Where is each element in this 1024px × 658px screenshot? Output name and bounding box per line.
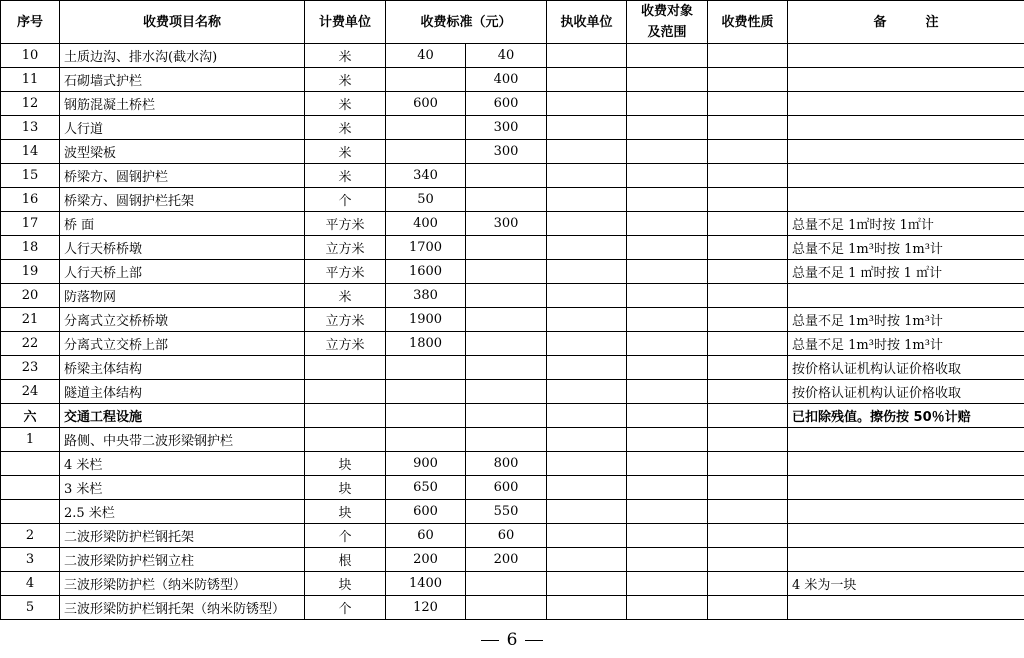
cell-scope: [627, 572, 708, 596]
table-row: [1, 476, 1024, 500]
cell-standard-2: [466, 188, 547, 212]
cell-standard-2: [466, 356, 547, 380]
cell-seq: 15: [1, 164, 60, 188]
cell-name: 波型梁板: [60, 140, 305, 164]
cell-remark: 总量不足 1m³时按 1m³计: [788, 308, 1024, 332]
cell-scope: [627, 500, 708, 524]
cell-unit: 米: [305, 44, 386, 68]
table-row: [1, 164, 1024, 188]
cell-unit: 块: [305, 476, 386, 500]
cell-name: 分离式立交桥桥墩: [60, 308, 305, 332]
table-row: [1, 284, 1024, 308]
cell-scope: [627, 356, 708, 380]
cell-remark: [788, 596, 1024, 620]
cell-remark: [788, 92, 1024, 116]
cell-collector: [547, 476, 627, 500]
cell-remark: [788, 140, 1024, 164]
cell-name: 交通工程设施: [60, 404, 305, 428]
cell-nature: [708, 140, 788, 164]
cell-name: 4 米栏: [60, 452, 305, 476]
cell-name: 人行道: [60, 116, 305, 140]
header-remark: 备 注: [788, 1, 1024, 44]
header-name: 收费项目名称: [60, 1, 305, 44]
cell-standard-2: 800: [466, 452, 547, 476]
cell-seq: 24: [1, 380, 60, 404]
cell-seq: 5: [1, 596, 60, 620]
cell-seq: 3: [1, 548, 60, 572]
cell-nature: [708, 452, 788, 476]
cell-scope: [627, 596, 708, 620]
cell-name: 人行天桥桥墩: [60, 236, 305, 260]
cell-remark: [788, 548, 1024, 572]
table-row: [1, 116, 1024, 140]
cell-collector: [547, 260, 627, 284]
cell-unit: [305, 356, 386, 380]
cell-name: 防落物网: [60, 284, 305, 308]
cell-seq: 13: [1, 116, 60, 140]
cell-standard-1: 1600: [386, 260, 466, 284]
cell-scope: [627, 188, 708, 212]
header-scope-line2: 及范围: [647, 25, 687, 40]
cell-scope: [627, 476, 708, 500]
cell-standard-2: [466, 332, 547, 356]
cell-unit: [305, 380, 386, 404]
cell-standard-1: 1800: [386, 332, 466, 356]
header-seq: 序号: [1, 1, 60, 44]
cell-unit: 个: [305, 524, 386, 548]
cell-unit: 米: [305, 68, 386, 92]
cell-remark: [788, 68, 1024, 92]
cell-remark: 按价格认证机构认证价格收取: [788, 356, 1024, 380]
cell-remark: [788, 500, 1024, 524]
cell-nature: [708, 428, 788, 452]
cell-unit: 立方米: [305, 308, 386, 332]
cell-standard-2: [466, 164, 547, 188]
cell-standard-2: 40: [466, 44, 547, 68]
cell-standard-1: 600: [386, 92, 466, 116]
cell-seq: 22: [1, 332, 60, 356]
table-row: [1, 572, 1024, 596]
cell-standard-2: 300: [466, 212, 547, 236]
header-nature: 收费性质: [708, 1, 788, 44]
cell-seq: [1, 452, 60, 476]
cell-remark: 已扣除残值。擦伤按 50％计赔: [788, 404, 1024, 428]
table-row: [1, 260, 1024, 284]
cell-scope: [627, 260, 708, 284]
cell-standard-2: [466, 404, 547, 428]
cell-standard-1: 600: [386, 500, 466, 524]
cell-name: 桥梁方、圆钢护栏托架: [60, 188, 305, 212]
cell-scope: [627, 428, 708, 452]
cell-remark: [788, 44, 1024, 68]
cell-remark: [788, 284, 1024, 308]
cell-nature: [708, 284, 788, 308]
cell-standard-1: 200: [386, 548, 466, 572]
table-row: [1, 308, 1024, 332]
cell-name: 3 米栏: [60, 476, 305, 500]
cell-scope: [627, 212, 708, 236]
cell-unit: [305, 404, 386, 428]
cell-seq: 4: [1, 572, 60, 596]
cell-standard-2: 400: [466, 68, 547, 92]
cell-name: 二波形梁防护栏钢托架: [60, 524, 305, 548]
cell-collector: [547, 284, 627, 308]
cell-unit: 块: [305, 500, 386, 524]
table-row: [1, 236, 1024, 260]
cell-remark: 总量不足 1m³时按 1m³计: [788, 236, 1024, 260]
cell-standard-1: 50: [386, 188, 466, 212]
cell-standard-1: 60: [386, 524, 466, 548]
cell-standard-2: [466, 596, 547, 620]
cell-nature: [708, 548, 788, 572]
cell-name: 土质边沟、排水沟(截水沟): [60, 44, 305, 68]
cell-seq: 23: [1, 356, 60, 380]
cell-name: 2.5 米栏: [60, 500, 305, 524]
cell-standard-1: [386, 116, 466, 140]
cell-collector: [547, 380, 627, 404]
cell-scope: [627, 524, 708, 548]
cell-scope: [627, 380, 708, 404]
table-row: [1, 500, 1024, 524]
cell-unit: 米: [305, 92, 386, 116]
cell-scope: [627, 332, 708, 356]
cell-seq: 14: [1, 140, 60, 164]
cell-nature: [708, 212, 788, 236]
cell-standard-1: [386, 428, 466, 452]
cell-scope: [627, 164, 708, 188]
cell-seq: 1: [1, 428, 60, 452]
cell-scope: [627, 452, 708, 476]
header-standard: 收费标准（元）: [386, 1, 547, 44]
cell-standard-2: 600: [466, 92, 547, 116]
cell-standard-1: 40: [386, 44, 466, 68]
cell-remark: 按价格认证机构认证价格收取: [788, 380, 1024, 404]
table-row: [1, 452, 1024, 476]
cell-remark: 4 米为一块: [788, 572, 1024, 596]
cell-name: 分离式立交桥上部: [60, 332, 305, 356]
cell-name: 三波形梁防护栏（纳米防锈型）: [60, 572, 305, 596]
cell-scope: [627, 236, 708, 260]
cell-unit: 块: [305, 572, 386, 596]
cell-collector: [547, 452, 627, 476]
cell-standard-2: 300: [466, 116, 547, 140]
cell-seq: 六: [1, 404, 60, 428]
cell-nature: [708, 236, 788, 260]
cell-nature: [708, 44, 788, 68]
cell-nature: [708, 524, 788, 548]
cell-name: 桥梁主体结构: [60, 356, 305, 380]
table-row: [1, 380, 1024, 404]
cell-nature: [708, 164, 788, 188]
table-row: [1, 68, 1024, 92]
cell-nature: [708, 260, 788, 284]
cell-name: 石砌墙式护栏: [60, 68, 305, 92]
table-row: [1, 356, 1024, 380]
cell-collector: [547, 140, 627, 164]
cell-unit: 立方米: [305, 332, 386, 356]
cell-nature: [708, 308, 788, 332]
cell-seq: 12: [1, 92, 60, 116]
cell-scope: [627, 284, 708, 308]
cell-collector: [547, 236, 627, 260]
cell-seq: 2: [1, 524, 60, 548]
cell-nature: [708, 380, 788, 404]
header-scope: [627, 1, 708, 44]
table-row: [1, 332, 1024, 356]
cell-name: 三波形梁防护栏钢托架（纳米防锈型）: [60, 596, 305, 620]
cell-seq: 20: [1, 284, 60, 308]
cell-seq: [1, 476, 60, 500]
cell-collector: [547, 524, 627, 548]
cell-name: 路侧、中央带二波形梁钢护栏: [60, 428, 305, 452]
cell-scope: [627, 68, 708, 92]
cell-standard-2: [466, 284, 547, 308]
cell-remark: [788, 476, 1024, 500]
cell-seq: 10: [1, 44, 60, 68]
table-row: [1, 44, 1024, 68]
cell-collector: [547, 212, 627, 236]
cell-collector: [547, 164, 627, 188]
cell-standard-1: 340: [386, 164, 466, 188]
cell-standard-2: 550: [466, 500, 547, 524]
cell-standard-2: [466, 236, 547, 260]
footer-dash-left: [481, 640, 499, 641]
cell-standard-1: 1400: [386, 572, 466, 596]
cell-collector: [547, 68, 627, 92]
cell-scope: [627, 44, 708, 68]
table-row: [1, 428, 1024, 452]
cell-seq: 19: [1, 260, 60, 284]
cell-seq: 16: [1, 188, 60, 212]
cell-unit: 米: [305, 284, 386, 308]
cell-standard-1: 380: [386, 284, 466, 308]
cell-standard-1: [386, 68, 466, 92]
cell-nature: [708, 116, 788, 140]
cell-standard-2: 60: [466, 524, 547, 548]
cell-collector: [547, 332, 627, 356]
cell-nature: [708, 68, 788, 92]
cell-unit: 个: [305, 188, 386, 212]
cell-unit: 平方米: [305, 260, 386, 284]
cell-scope: [627, 404, 708, 428]
cell-nature: [708, 92, 788, 116]
footer-dash-right: [525, 640, 543, 641]
cell-collector: [547, 500, 627, 524]
header-unit: 计费单位: [305, 1, 386, 44]
cell-unit: 米: [305, 116, 386, 140]
cell-unit: [305, 428, 386, 452]
cell-scope: [627, 140, 708, 164]
cell-standard-1: [386, 380, 466, 404]
cell-collector: [547, 44, 627, 68]
cell-remark: [788, 116, 1024, 140]
cell-standard-1: 1700: [386, 236, 466, 260]
cell-standard-2: 600: [466, 476, 547, 500]
cell-standard-2: 300: [466, 140, 547, 164]
table-row: [1, 212, 1024, 236]
cell-standard-1: [386, 404, 466, 428]
cell-nature: [708, 500, 788, 524]
cell-collector: [547, 92, 627, 116]
cell-standard-2: 200: [466, 548, 547, 572]
cell-remark: [788, 428, 1024, 452]
cell-nature: [708, 404, 788, 428]
cell-unit: 个: [305, 596, 386, 620]
cell-name: 二波形梁防护栏钢立柱: [60, 548, 305, 572]
cell-remark: [788, 452, 1024, 476]
cell-name: 人行天桥上部: [60, 260, 305, 284]
cell-unit: 块: [305, 452, 386, 476]
cell-collector: [547, 188, 627, 212]
page-number: 6: [506, 630, 518, 650]
table-row: [1, 524, 1024, 548]
table-row: [1, 140, 1024, 164]
cell-remark: 总量不足 1m³时按 1m³计: [788, 332, 1024, 356]
header-scope-line1: 收费对象: [641, 4, 694, 19]
cell-scope: [627, 548, 708, 572]
cell-collector: [547, 308, 627, 332]
cell-collector: [547, 596, 627, 620]
cell-remark: [788, 188, 1024, 212]
cell-unit: 平方米: [305, 212, 386, 236]
cell-standard-1: 120: [386, 596, 466, 620]
header-collector: 执收单位: [547, 1, 627, 44]
table-row: [1, 92, 1024, 116]
cell-scope: [627, 92, 708, 116]
cell-unit: 根: [305, 548, 386, 572]
cell-standard-1: [386, 356, 466, 380]
cell-collector: [547, 116, 627, 140]
cell-seq: 11: [1, 68, 60, 92]
cell-collector: [547, 356, 627, 380]
cell-standard-2: [466, 260, 547, 284]
cell-scope: [627, 308, 708, 332]
cell-standard-1: 400: [386, 212, 466, 236]
cell-collector: [547, 572, 627, 596]
cell-scope: [627, 116, 708, 140]
cell-seq: 21: [1, 308, 60, 332]
cell-standard-1: 650: [386, 476, 466, 500]
cell-standard-2: [466, 572, 547, 596]
cell-collector: [547, 404, 627, 428]
cell-remark: 总量不足 1 ㎡时按 1 ㎡计: [788, 260, 1024, 284]
cell-standard-2: [466, 380, 547, 404]
cell-unit: 米: [305, 164, 386, 188]
cell-remark: [788, 164, 1024, 188]
cell-collector: [547, 428, 627, 452]
cell-remark: 总量不足 1㎡时按 1㎡计: [788, 212, 1024, 236]
cell-nature: [708, 356, 788, 380]
cell-seq: 18: [1, 236, 60, 260]
cell-standard-2: [466, 308, 547, 332]
cell-nature: [708, 572, 788, 596]
table-row: [1, 188, 1024, 212]
cell-standard-1: 1900: [386, 308, 466, 332]
cell-standard-1: [386, 140, 466, 164]
cell-nature: [708, 332, 788, 356]
cell-nature: [708, 596, 788, 620]
table-row: [1, 404, 1024, 428]
cell-seq: 17: [1, 212, 60, 236]
cell-name: 桥梁方、圆钢护栏: [60, 164, 305, 188]
cell-standard-1: 900: [386, 452, 466, 476]
cell-name: 桥 面: [60, 212, 305, 236]
cell-unit: 立方米: [305, 236, 386, 260]
cell-collector: [547, 548, 627, 572]
page-footer: [0, 630, 1024, 650]
cell-standard-2: [466, 428, 547, 452]
cell-name: 隧道主体结构: [60, 380, 305, 404]
cell-unit: 米: [305, 140, 386, 164]
cell-nature: [708, 476, 788, 500]
cell-nature: [708, 188, 788, 212]
table-row: [1, 596, 1024, 620]
cell-seq: [1, 500, 60, 524]
table-row: [1, 548, 1024, 572]
cell-name: 钢筋混凝土桥栏: [60, 92, 305, 116]
header-row: [1, 1, 1024, 44]
cell-remark: [788, 524, 1024, 548]
